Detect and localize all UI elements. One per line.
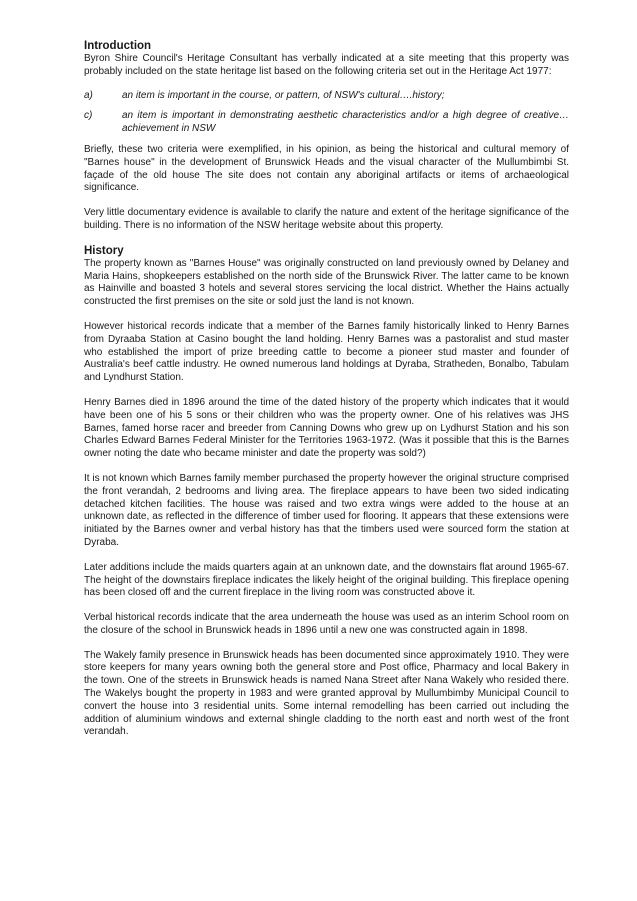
- criteria-text: an item is important in demonstrating aesthetic characteristics and/or a high degree of creative… achievement in NSW: [122, 110, 569, 135]
- introduction-paragraph: Very little documentary evidence is available to clarify the nature and extent of the heritage significance of the building. There is no information of the NSW heritage website about this property.: [84, 207, 569, 231]
- history-paragraph: Later additions include the maids quarters again at an unknown date, and the downstairs flat around 1965-67. The height of the downstairs fireplace indicates the likely height of the original building. This fireplace opening has been closed off and the current fireplace in the living room was constructed above it.: [84, 561, 569, 599]
- criteria-list: [84, 90, 569, 136]
- history-paragraph: The Wakely family presence in Brunswick heads has been documented since approximately 1910. They were store keepers for many years owning both the general store and Post office, Pharmacy and local Bakery in the town. One of the streets in Brunswick heads is named Nana Street after Nana Wakely who resided there. The Wakelys bought the property in 1983 and were granted approval by Mullumbimby Municipal Council to convert the house into 3 residential units. Some internal remodelling has been carried out including the addition of aluminium windows and external shingle cladding to the north east and north west of the front verandah.: [84, 649, 569, 738]
- introduction-section: [84, 40, 569, 233]
- introduction-paragraph: Byron Shire Council's Heritage Consultant has verbally indicated at a site meeting that this property was probably included on the state heritage list based on the following criteria set out in the Heritage Act 1977:: [84, 53, 569, 77]
- criteria-marker: a): [84, 89, 93, 101]
- history-paragraph: The property known as "Barnes House" was originally constructed on land previously owned by Delaney and Maria Hains, shopkeepers established on the north side of the Brunswick River. The latter came to be known as Hainville and boasted 3 hotels and several stores servicing the local district. Whether the Hains actually constructed the first premises on the site or sold just the land is not known.: [84, 257, 569, 308]
- criteria-marker: c): [84, 110, 93, 122]
- history-paragraph: Verbal historical records indicate that the area underneath the house was used as an interim School room on the closure of the school in Brunswick heads in 1896 until a new one was constructed again in 1898.: [84, 612, 569, 636]
- history-paragraph: It is not known which Barnes family member purchased the property however the original structure comprised the front verandah, 2 bedrooms and living area. The fireplace appears to have been two sided indicating detached kitchen facilities. The house was raised and two extra wings were added to the house at an unknown date, as reflected in the difference of timber used for flooring. It appears that these extensions were initiated by the Barnes owner and verbal history has that the timbers used were sourced form the station at Dyraba.: [84, 472, 569, 548]
- history-section: [84, 245, 569, 740]
- introduction-heading: Introduction: [84, 40, 152, 52]
- history-paragraph: Henry Barnes died in 1896 around the time of the dated history of the property which indicates that it would have been one of his 5 sons or their children who was the property owner. One of his relatives was JHS Barnes, famed horse racer and breeder from Canning Downs who grew up on Lydhurst Station and his son Charles Edward Barnes Federal Minister for the Territories 1963-1972. (Was it possible that this is the Barnes owner noting the date who became minister and date the property was sold?): [84, 396, 569, 460]
- introduction-paragraph: Briefly, these two criteria were exemplified, in his opinion, as being the historical and cultural memory of "Barnes house" in the development of Brunswick Heads and the visual character of the Mullumbimbi St. façade of the old house The site does not contain any aboriginal artifacts or items of archaeological significance.: [84, 143, 569, 194]
- criteria-item-c: [84, 110, 569, 136]
- criteria-item-a: [84, 90, 569, 103]
- history-heading: History: [84, 244, 124, 257]
- history-paragraph: However historical records indicate that a member of the Barnes family historically linked to Henry Barnes from Dyraaba Station at Casino bought the land holding. Henry Barnes was a pastoralist and stud master who established the import of prize breeding cattle to become a pioneer stud master and founder of Australia's beef cattle industry. He owned numerous land holdings at Dyraba, Stratheden, Bonalbo, Tabulam and Lyndhurst Station.: [84, 320, 569, 384]
- criteria-text: an item is important in the course, or pattern, of NSW's cultural….history;: [122, 89, 445, 101]
